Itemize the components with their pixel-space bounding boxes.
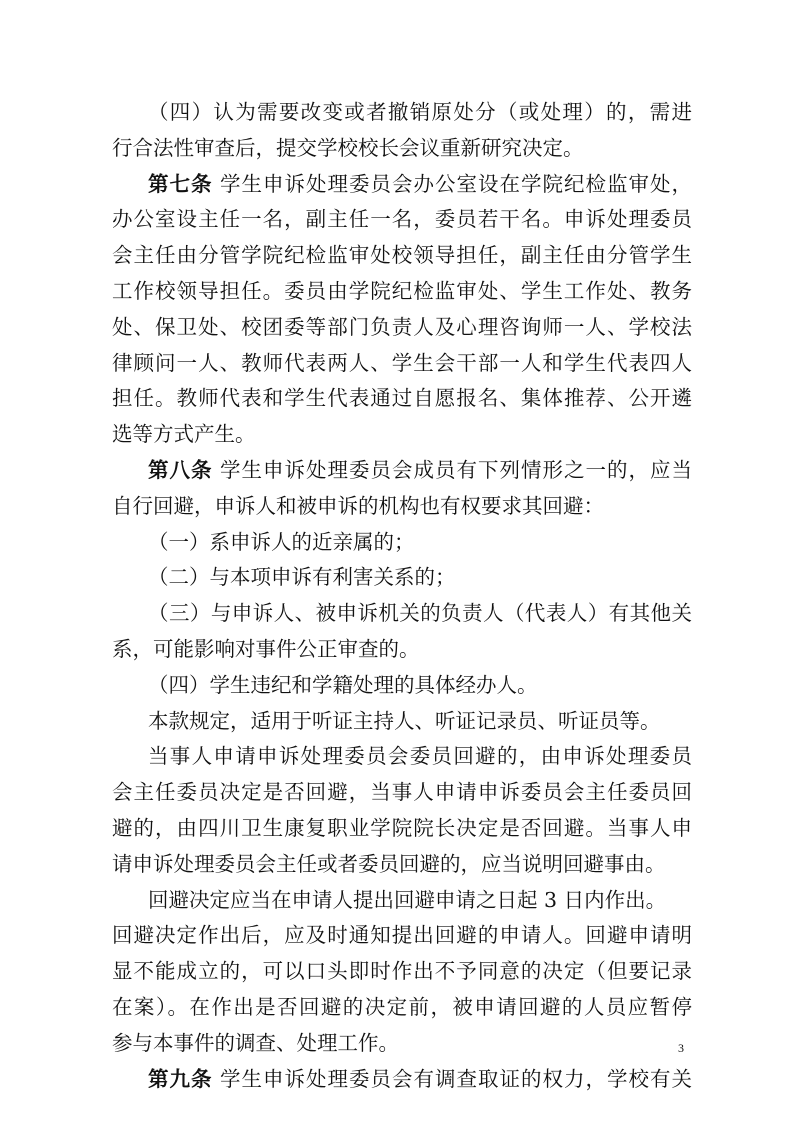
line-text: （二）与本项申诉有利害关系的；: [148, 565, 456, 590]
line-text: 参与本事件的调查、处理工作。: [112, 1030, 399, 1055]
text-line: [148, 169, 692, 199]
text-line: [112, 813, 692, 843]
line-text: 办公室设主任一名，副主任一名，委员若干名。申诉处理委员: [112, 207, 692, 232]
line-text: 回避决定作出后，应及时通知提出回避的申请人。回避申请明: [112, 923, 692, 948]
text-line: [148, 706, 692, 736]
text-line: [112, 849, 692, 879]
line-text: （四）认为需要改变或者撤销原处分（或处理）的，需进: [148, 100, 692, 124]
article-heading: 第九条: [148, 1066, 213, 1091]
article-heading: 第八条: [148, 458, 213, 482]
article-heading: 第七条: [148, 171, 213, 196]
text-line: [112, 777, 692, 807]
line-text: 在案）。在作出是否回避的决定前，被申请回避的人员应暂停: [112, 995, 692, 1019]
line-text: 处、保卫处、校团委等部门负责人及心理咨询师一人、学校法: [112, 314, 692, 339]
line-text: 行合法性审查后，提交学校校长会议重新研究决定。: [112, 135, 584, 160]
text-line: [112, 348, 692, 378]
text-line: [148, 670, 692, 700]
text-line: [112, 383, 692, 413]
line-text: 本款规定，适用于听证主持人、听证记录员、听证员等。: [148, 708, 661, 733]
line-text: 担任。教师代表和学生代表通过自愿报名、集体推荐、公开遴: [112, 386, 692, 411]
line-text: 选等方式产生。: [112, 422, 256, 447]
text-line: [148, 598, 692, 628]
text-line: [112, 1028, 692, 1058]
line-text: 避的，由四川卫生康复职业学院院长决定是否回避。当事人申: [112, 816, 692, 840]
text-line: [112, 920, 692, 950]
line-text: 自行回避，申诉人和被申诉的机构也有权要求其回避：: [112, 493, 604, 518]
line-text: 学生申诉处理委员会成员有下列情形之一的，应当: [212, 458, 693, 482]
line-text: 学生申诉处理委员会有调查取证的权力，学校有关: [212, 1066, 693, 1091]
text-line: [112, 634, 692, 664]
line-text: 律顾问一人、教师代表两人、学生会干部一人和学生代表四人: [112, 350, 692, 375]
line-text: 显不能成立的，可以口头即时作出不予同意的决定（但要记录: [112, 959, 692, 984]
text-line: [112, 276, 692, 306]
line-text: 工作校领导担任。委员由学院纪检监审处、学生工作处、教务: [112, 279, 692, 303]
line-text: 会主任委员决定是否回避，当事人申请申诉委员会主任委员回: [112, 780, 692, 805]
line-text: 回避决定应当在申请人提出回避申请之日起 3 日内作出。: [148, 887, 667, 912]
text-line: [148, 455, 692, 485]
page-number: 3: [678, 1041, 684, 1055]
text-line: [112, 491, 692, 521]
text-line: [112, 133, 692, 163]
line-text: 学生申诉处理委员会办公室设在学院纪检监审处，: [212, 171, 693, 196]
line-text: （三）与申诉人、被申诉机关的负责人（代表人）有其他关: [148, 601, 692, 626]
line-text: 请申诉处理委员会主任或者委员回避的，应当说明回避事由。: [112, 851, 666, 876]
text-line: [112, 956, 692, 986]
line-text: 系，可能影响对事件公正审查的。: [112, 637, 420, 661]
line-text: （一）系申诉人的近亲属的；: [148, 529, 415, 554]
text-line: [112, 992, 692, 1022]
text-line: [112, 204, 692, 234]
text-line: [148, 885, 692, 915]
text-line: [112, 312, 692, 342]
text-line: [148, 97, 692, 127]
text-line: [112, 240, 692, 270]
text-line: [112, 419, 692, 449]
text-line: [148, 741, 692, 771]
line-text: 会主任由分管学院纪检监审处校领导担任，副主任由分管学生: [112, 243, 692, 268]
text-line: [148, 562, 692, 592]
text-line: [148, 1064, 692, 1094]
text-line: [148, 527, 692, 557]
line-text: （四）学生违纪和学籍处理的具体经办人。: [148, 672, 538, 697]
line-text: 当事人申请申诉处理委员会委员回避的，由申诉处理委员: [148, 744, 692, 769]
